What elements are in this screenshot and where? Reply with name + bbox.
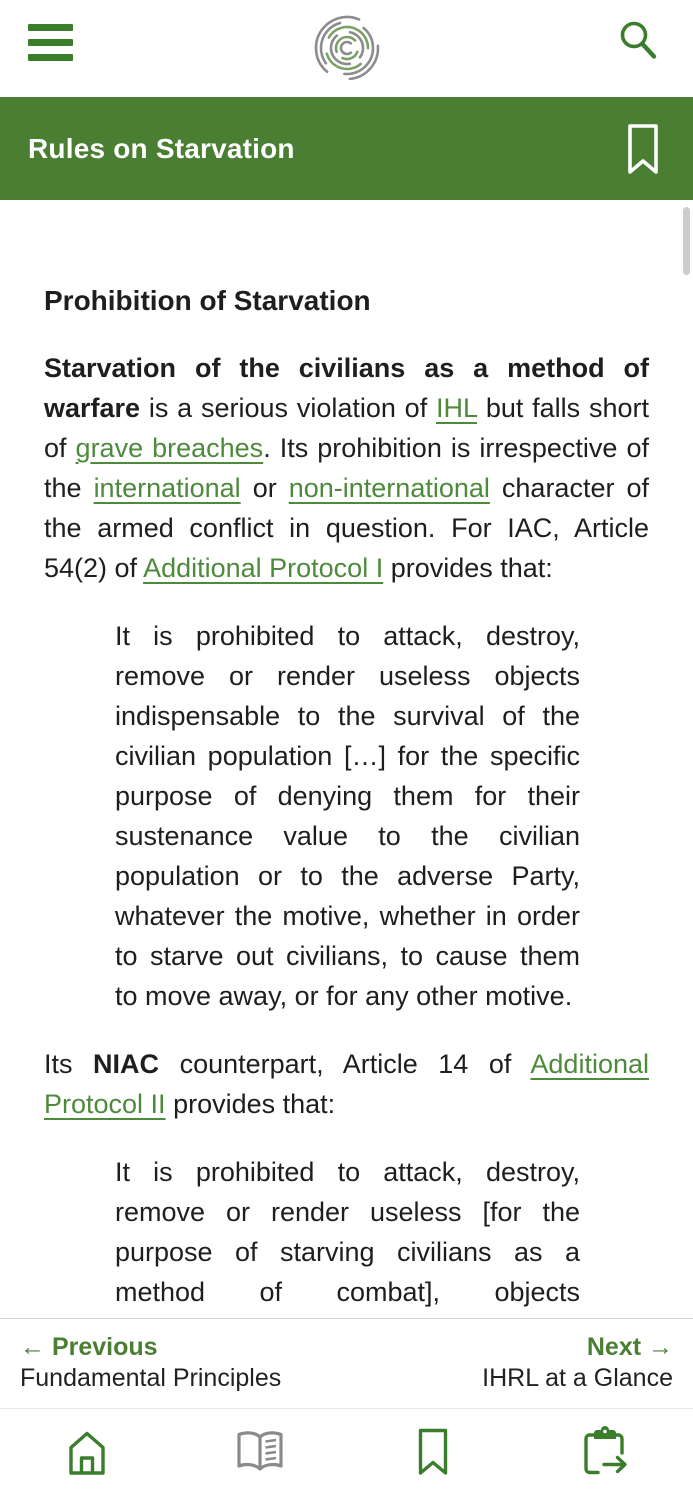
page-title: Rules on Starvation bbox=[28, 132, 295, 164]
home-icon bbox=[62, 1427, 112, 1482]
tab-home[interactable] bbox=[0, 1409, 173, 1500]
search-icon[interactable] bbox=[616, 18, 660, 64]
bookmark-icon bbox=[415, 1427, 451, 1482]
inline-link[interactable]: IHL bbox=[436, 393, 478, 423]
paragraph: Its NIAC counterpart, Article 14 of Additional Protocol II provides that: bbox=[44, 1049, 649, 1119]
next-title: IHRL at a Glance bbox=[482, 1364, 673, 1392]
bottom-tab-bar bbox=[0, 1408, 693, 1500]
previous-link[interactable] bbox=[20, 1332, 281, 1408]
next-label: Next → bbox=[586, 1333, 673, 1361]
previous-title: Fundamental Principles bbox=[20, 1364, 282, 1392]
article-content bbox=[0, 200, 693, 1318]
next-link[interactable] bbox=[482, 1332, 673, 1408]
tab-bookmarks[interactable] bbox=[347, 1409, 520, 1500]
book-icon bbox=[233, 1428, 287, 1481]
spiral-logo[interactable] bbox=[309, 8, 385, 93]
scrollbar-thumb[interactable] bbox=[683, 207, 690, 275]
inline-link[interactable]: Additional Protocol I bbox=[143, 553, 384, 583]
bookmark-icon[interactable] bbox=[625, 123, 661, 182]
inline-link[interactable]: grave breaches bbox=[75, 433, 264, 463]
export-icon bbox=[580, 1426, 632, 1483]
inline-link[interactable]: non-international bbox=[288, 473, 490, 503]
blockquote-ap2: It is prohibited to attack, destroy, remove or render useless [for the purpose of starving civilians as a method of combat], objects bbox=[115, 1157, 580, 1307]
previous-label: ← Previous bbox=[20, 1333, 158, 1361]
paragraph: Starvation of the civilians as a method of warfare is a serious violation of IHL but falls short of grave breaches. Its prohibition is irrespective of the international or non-international character of the armed conflict in question. For IAC, Article 54(2) of Additional Protocol I provides that: bbox=[44, 353, 650, 583]
inline-link[interactable]: Additional Protocol II bbox=[44, 1049, 649, 1119]
article-heading: Prohibition of Starvation bbox=[44, 285, 371, 316]
tab-read[interactable] bbox=[173, 1409, 346, 1500]
pager bbox=[0, 1318, 693, 1408]
tab-export[interactable] bbox=[520, 1409, 693, 1500]
page-title-bar bbox=[0, 97, 693, 200]
inline-link[interactable]: international bbox=[93, 473, 241, 503]
hamburger-menu-icon[interactable] bbox=[28, 24, 73, 62]
blockquote-ap1: It is prohibited to attack, destroy, remove or render useless objects indispensable to the survival of the civilian population […] for the specific purpose of denying them for their sustenance value to the civilian population or to the adverse Party, whatever the motive, whether in order to starve out civilians, to cause them to move away, or for any other motive. bbox=[115, 621, 580, 1011]
top-header bbox=[0, 0, 693, 97]
